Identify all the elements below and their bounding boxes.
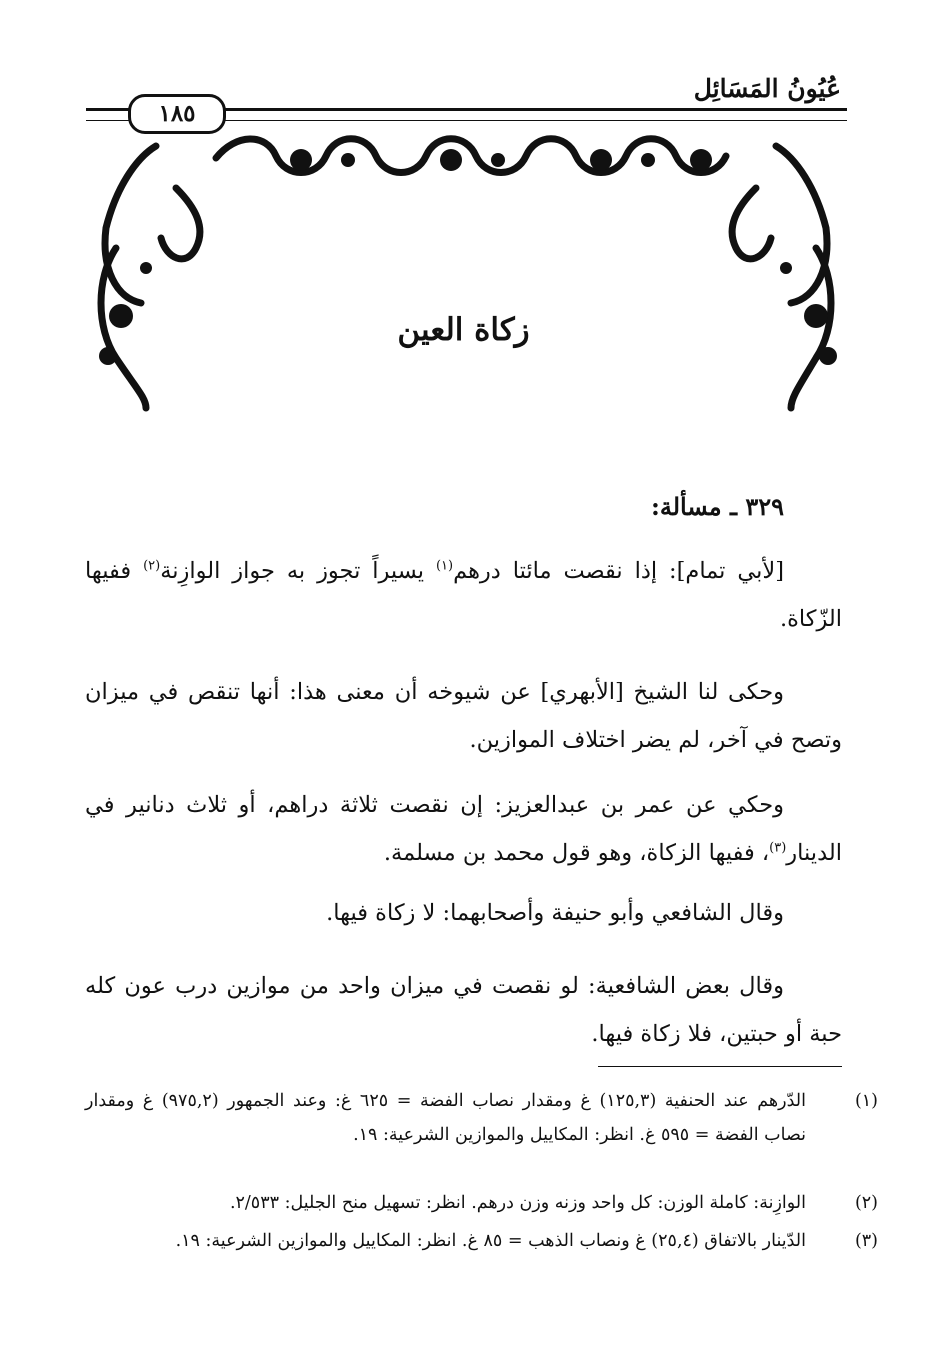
- footnote-3-marker: (٣): [854, 1231, 878, 1251]
- footnote-2: [85, 1186, 878, 1220]
- footnote-3: [85, 1224, 878, 1258]
- footnote-separator: [598, 1066, 842, 1067]
- running-title: عُيُونُ المَسَائِل: [693, 74, 841, 103]
- paragraph-3-part-b: ، ففيها الزكاة، وهو قول محمد بن مسلمة.: [383, 840, 770, 866]
- paragraph-5: وقال بعض الشافعية: لو نقصت في ميزان واحد من موازين درب عون كله حبة أو حبتين، فلا زكاة فيها.: [85, 973, 842, 1047]
- paragraph-3-part-a: وحكي عن عمر بن عبدالعزيز: إن نقصت ثلاثة دراهم، أو ثلاث دنانير في الدينار: [85, 792, 842, 866]
- paragraph-1-part-a: [لأبي تمام]: إذا نقصت مائتا درهم: [453, 558, 784, 584]
- paragraph-1-part-b: يسيراً تجوز به جواز الوازِنة: [160, 558, 436, 584]
- footnote-1-marker: (١): [854, 1091, 878, 1111]
- paragraph-4: وقال الشافعي وأبو حنيفة وأصحابهما: لا زكاة فيها.: [326, 900, 784, 926]
- paragraph-1-part-c: ففيها الزّكاة.: [85, 558, 842, 632]
- issue-heading: ٣٢٩ ـ مسألة:: [650, 492, 784, 521]
- paragraph-3: [85, 781, 842, 877]
- decorative-frame-ornament: [86, 128, 848, 418]
- paragraph-1: [85, 547, 842, 643]
- footnote-1: [85, 1084, 878, 1152]
- paragraph-2: وحكى لنا الشيخ [الأبهري] عن شيوخه أن معنى هذا: أنها تنقص في ميزان وتصح في آخر، لم يضر اختلاف الموازين.: [85, 679, 842, 753]
- chapter-title: زكاة العين: [397, 312, 530, 348]
- footnote-ref-3: (٣): [769, 840, 787, 856]
- footnote-ref-2: (٢): [143, 558, 161, 574]
- footnote-2-marker: (٢): [854, 1193, 878, 1213]
- page-number: ١٨٥: [128, 94, 226, 134]
- footnote-2-text: الوازِنة: كاملة الوزن: كل واحد وزنه وزن درهم. انظر: تسهيل منح الجليل: ٢/٥٣٣.: [229, 1193, 806, 1213]
- footnote-3-text: الدّينار بالاتفاق (٢٥,٤) غ ونصاب الذهب = ٨٥ غ. انظر: المكاييل والموازين الشرعية: ١٩.: [175, 1231, 806, 1251]
- footnote-ref-1: (١): [435, 558, 454, 574]
- footnote-1-text: الدّرهم عند الحنفية (١٢٥,٣) غ ومقدار نصاب الفضة = ٦٢٥ غ: وعند الجمهور (٩٧٥,٢) غ ومقدار نصاب الفضة = ٥٩٥ غ. انظر: المكاييل والموازين الشرعية: ١٩.: [85, 1091, 806, 1145]
